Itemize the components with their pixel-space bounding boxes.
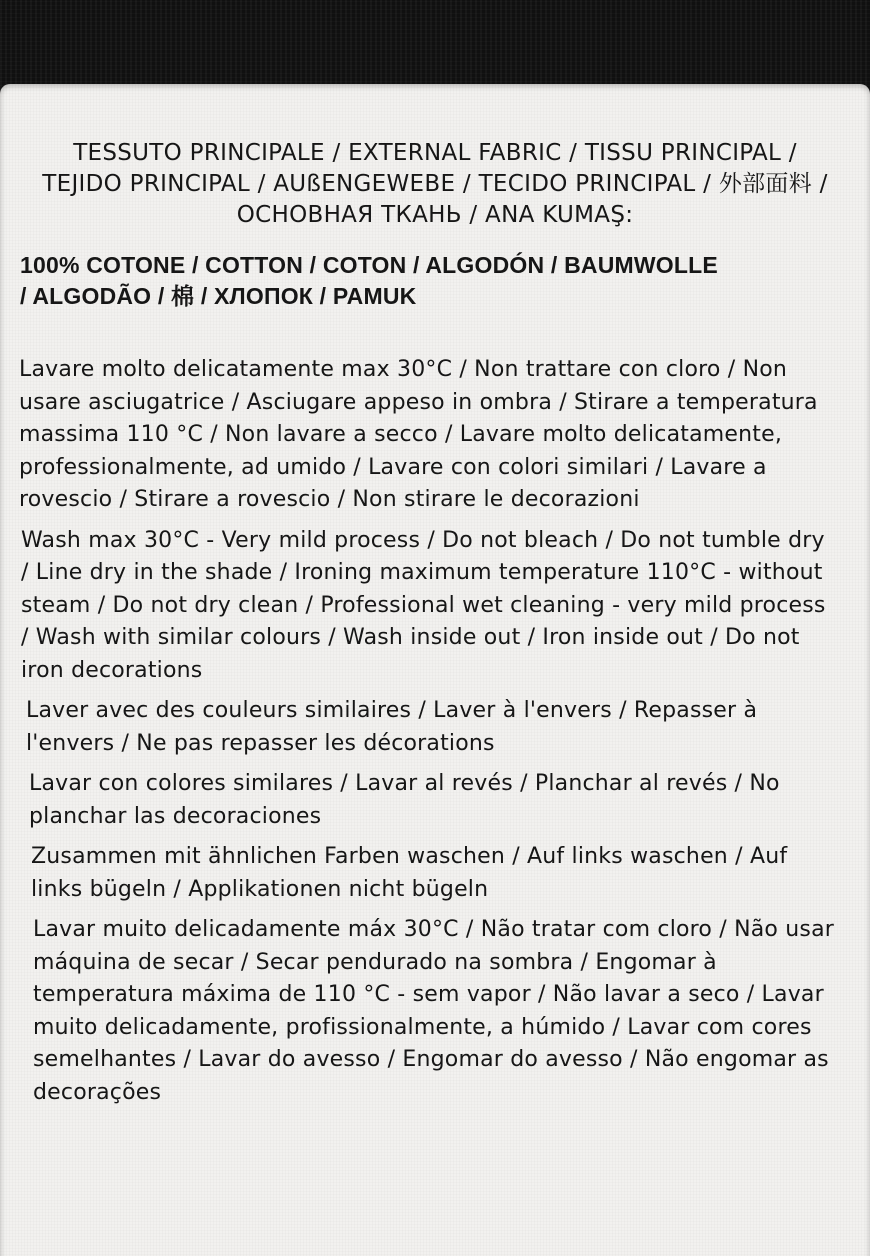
care-portuguese: Lavar muito delicadamente máx 30°C / Não tratar com cloro / Não usar máquina de secar / Secar pendurado na sombra / Engomar à temperatura máxima de 110 °C - sem vapor / Não lavar a seco / Lavar muito delicadamente, profissionalmente, a húmido / Lavar com cores semelhantes / Lavar do avesso / Engomar do avesso / Não engomar as decorações <box>33 917 835 1105</box>
care-spanish: Lavar con colores similares / Lavar al revés / Planchar al revés / No planchar las decoraciones <box>29 771 780 829</box>
fabric-header: TESSUTO PRINCIPALE / EXTERNAL FABRIC / TISSU PRINCIPAL / TEJIDO PRINCIPAL / AUßENGEWEBE / TECIDO PRINCIPAL / 外部面料 / ОСНОВНАЯ ТКАНЬ / ANA KUMAŞ: <box>42 140 828 228</box>
care-label <box>0 84 870 1256</box>
care-german: Zusammen mit ähnlichen Farben waschen / Auf links waschen / Auf links bügeln / Applikationen nicht bügeln <box>31 844 788 902</box>
care-label-text <box>0 138 870 1117</box>
care-french: Laver avec des couleurs similaires / Laver à l'envers / Repasser à l'envers / Ne pas repasser les décorations <box>26 698 758 756</box>
care-italian: Lavare molto delicatamente max 30°C / Non trattare con cloro / Non usare asciugatrice / Asciugare appeso in ombra / Stirare a temperatura massima 110 °C / Non lavare a secco / Lavare molto delicatamente, professionalmente, ad umido / Lavare con colori similari / Lavare a rovescio / Stirare a rovescio / Non stirare le decorazioni <box>19 357 818 512</box>
care-english: Wash max 30°C - Very mild process / Do not bleach / Do not tumble dry / Line dry in the shade / Ironing maximum temperature 110°C - without steam / Do not dry clean / Professional wet cleaning - very mild process / Wash with similar colours / Wash inside out / Iron inside out / Do not iron decorations <box>21 527 826 683</box>
composition-text: 100% COTONE / COTTON / COTON / ALGODÓN / BAUMWOLLE / ALGODÃO / 棉 / ХЛОПОК / PAMUK <box>20 252 718 309</box>
care-instructions <box>19 354 839 1109</box>
